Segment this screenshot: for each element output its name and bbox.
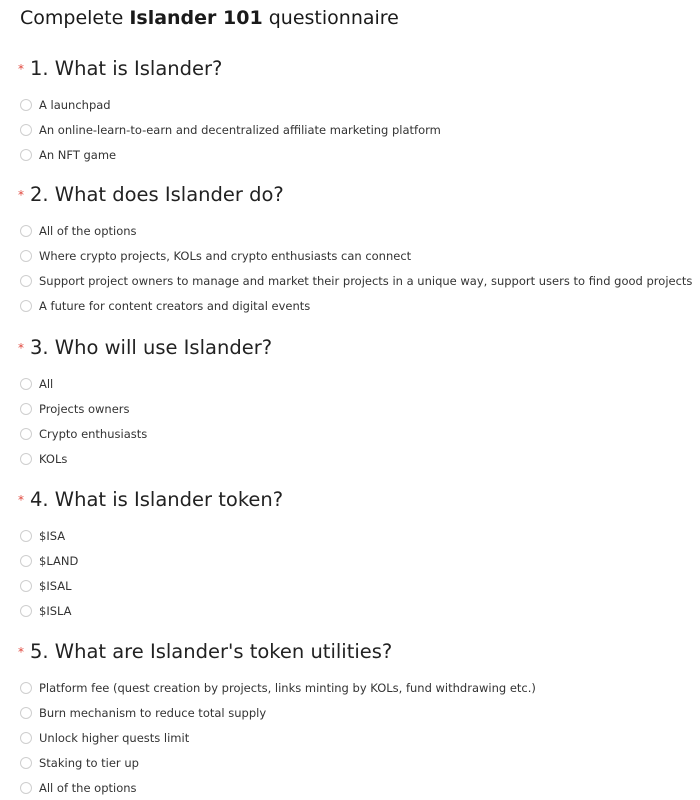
radio-button[interactable] [20, 99, 32, 111]
radio-button[interactable] [20, 428, 32, 440]
required-marker: * [18, 341, 24, 355]
required-marker: * [18, 62, 24, 76]
option[interactable] [18, 117, 688, 142]
radio-button[interactable] [20, 300, 32, 312]
radio-button[interactable] [20, 580, 32, 592]
options-group [18, 675, 688, 800]
radio-button[interactable] [20, 707, 32, 719]
option[interactable] [18, 218, 688, 243]
radio-button[interactable] [20, 530, 32, 542]
option-label[interactable]: $ISAL [39, 578, 72, 593]
option[interactable] [18, 396, 688, 421]
question-title: 4. What is Islander token? [30, 487, 284, 511]
required-marker: * [18, 493, 24, 507]
option-label[interactable]: $ISLA [39, 603, 72, 618]
radio-button[interactable] [20, 732, 32, 744]
option[interactable] [18, 92, 688, 117]
option[interactable] [18, 142, 688, 167]
radio-button[interactable] [20, 275, 32, 287]
option-label[interactable]: All [39, 376, 54, 391]
option-label[interactable]: Burn mechanism to reduce total supply [39, 705, 267, 720]
question-title: 5. What are Islander's token utilities? [30, 639, 393, 663]
option-label[interactable]: Crypto enthusiasts [39, 426, 148, 441]
option[interactable] [18, 243, 688, 268]
title-prefix: Compelete [20, 7, 124, 29]
option[interactable] [18, 573, 688, 598]
question-3 [18, 332, 688, 471]
option-label[interactable]: A launchpad [39, 97, 111, 112]
option-label[interactable]: All of the options [39, 780, 137, 795]
title-bold: Islander 101 [129, 7, 263, 29]
radio-button[interactable] [20, 124, 32, 136]
option-label[interactable]: KOLs [39, 451, 68, 466]
options-group [18, 92, 688, 167]
radio-button[interactable] [20, 605, 32, 617]
question-title: 2. What does Islander do? [30, 182, 284, 206]
option[interactable] [18, 446, 688, 471]
question-title: 3. Who will use Islander? [30, 335, 273, 359]
option[interactable] [18, 293, 688, 318]
option-label[interactable]: An online-learn-to-earn and decentralized affiliate marketing platform [39, 122, 441, 137]
title-suffix: questionnaire [268, 7, 399, 29]
required-marker: * [18, 645, 24, 659]
option[interactable] [18, 371, 688, 396]
radio-button[interactable] [20, 149, 32, 161]
option[interactable] [18, 750, 688, 775]
option-label[interactable]: Staking to tier up [39, 755, 139, 770]
radio-button[interactable] [20, 225, 32, 237]
option-label[interactable]: Projects owners [39, 401, 130, 416]
option-label[interactable]: Support project owners to manage and market their projects in a unique way, support users to find good projects [39, 273, 693, 288]
question-4 [18, 484, 688, 623]
options-group [18, 218, 693, 318]
option[interactable] [18, 675, 688, 700]
option[interactable] [18, 523, 688, 548]
option[interactable] [18, 700, 688, 725]
radio-button[interactable] [20, 555, 32, 567]
radio-button[interactable] [20, 782, 32, 794]
option[interactable] [18, 725, 688, 750]
radio-button[interactable] [20, 250, 32, 262]
option[interactable] [18, 421, 688, 446]
option-label[interactable]: $ISA [39, 528, 66, 543]
options-group [18, 523, 688, 623]
radio-button[interactable] [20, 453, 32, 465]
option-label[interactable]: All of the options [39, 223, 137, 238]
option-label[interactable]: $LAND [39, 553, 79, 568]
option-label[interactable]: Where crypto projects, KOLs and crypto enthusiasts can connect [39, 248, 412, 263]
radio-button[interactable] [20, 682, 32, 694]
question-2 [18, 179, 693, 318]
page-title [20, 4, 399, 32]
option-label[interactable]: Unlock higher quests limit [39, 730, 190, 745]
radio-button[interactable] [20, 757, 32, 769]
option[interactable] [18, 548, 688, 573]
question-5 [18, 636, 688, 800]
question-1 [18, 53, 688, 167]
required-marker: * [18, 188, 24, 202]
option-label[interactable]: An NFT game [39, 147, 117, 162]
question-title: 1. What is Islander? [30, 56, 223, 80]
option[interactable] [18, 598, 688, 623]
radio-button[interactable] [20, 403, 32, 415]
options-group [18, 371, 688, 471]
radio-button[interactable] [20, 378, 32, 390]
option-label[interactable]: A future for content creators and digital events [39, 298, 311, 313]
option[interactable] [18, 268, 693, 293]
option[interactable] [18, 775, 688, 800]
option-label[interactable]: Platform fee (quest creation by projects, links minting by KOLs, fund withdrawing etc.) [39, 680, 536, 695]
